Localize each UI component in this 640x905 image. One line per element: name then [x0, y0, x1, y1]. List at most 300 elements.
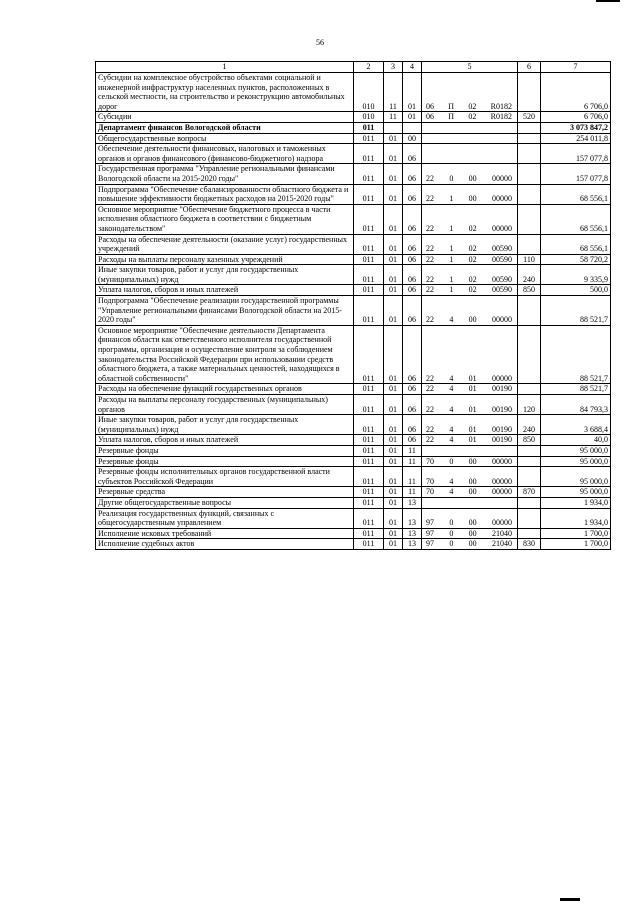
- cell-col-6: 870: [518, 487, 541, 498]
- budget-table: [95, 61, 611, 550]
- target-code-part: 70: [426, 456, 434, 466]
- cell-col-5: [422, 265, 518, 285]
- cell-col-3: 01: [384, 384, 403, 395]
- cell-col-4: 06: [403, 164, 422, 184]
- cell-col-4: 06: [403, 384, 422, 395]
- target-code: [424, 457, 515, 467]
- cell-col-7: 95 000,0: [541, 445, 611, 456]
- header-col-2: 2: [354, 62, 384, 73]
- cell-col-5: [422, 325, 518, 384]
- cell-col-7: 254 011,8: [541, 133, 611, 144]
- cell-name: Расходы на обеспечение функций государственных органов: [96, 384, 354, 395]
- cell-col-6: [518, 73, 541, 112]
- cell-name: Исполнение исковых требований: [96, 528, 354, 539]
- cell-name: Подпрограмма "Обеспечение сбалансированности областного бюджета и повышение эффективности бюджетных расходов на 2015-2020 годы": [96, 184, 354, 204]
- cell-col-3: 01: [384, 164, 403, 184]
- cell-name: Иные закупки товаров, работ и услуг для государственных (муниципальных) нужд: [96, 265, 354, 285]
- cell-col-3: 01: [384, 254, 403, 265]
- target-code-part: 01: [468, 373, 477, 383]
- cell-name: Резервные фонды: [96, 445, 354, 456]
- cell-col-2: 011: [354, 133, 384, 144]
- table-row: [96, 265, 611, 285]
- target-code-part: 70: [426, 476, 434, 486]
- cell-col-5: [422, 445, 518, 456]
- cell-col-3: 01: [384, 325, 403, 384]
- cell-col-2: 010: [354, 112, 384, 123]
- cell-col-2: 011: [354, 164, 384, 184]
- target-code-part: 00190: [491, 435, 512, 445]
- cell-col-7: 58 720,2: [541, 254, 611, 265]
- table-row: [96, 435, 611, 446]
- cell-col-5: [422, 467, 518, 487]
- cell-col-2: 011: [354, 254, 384, 265]
- cell-col-7: 84 793,3: [541, 395, 611, 415]
- target-code: [424, 529, 515, 539]
- cell-col-4: 06: [403, 296, 422, 326]
- cell-name: Другие общегосударственные вопросы: [96, 497, 354, 508]
- cell-col-7: 88 521,7: [541, 325, 611, 384]
- cell-name: Резервные фонды исполнительных органов государственной власти субъектов Российской Федерации: [96, 467, 354, 487]
- cell-col-6: 240: [518, 265, 541, 285]
- target-code-part: 0: [449, 528, 454, 538]
- target-code-part: 00: [468, 173, 477, 183]
- cell-col-5: [422, 415, 518, 435]
- table-row: [96, 112, 611, 123]
- target-code-part: 00000: [491, 476, 512, 486]
- target-code-part: 02: [468, 244, 477, 254]
- cell-col-5: [422, 234, 518, 254]
- header-col-3: 3: [384, 62, 403, 73]
- cell-name: Подпрограмма "Обеспечение реализации государственной программы "Управление региональными финансами Вологодской области на 2015-2020 годы": [96, 296, 354, 326]
- cell-col-6: [518, 384, 541, 395]
- cell-col-3: 01: [384, 234, 403, 254]
- cell-name: Основное мероприятие "Обеспечение бюджетного процесса в части исполнения областного бюджета в соответствии с бюджетным законодательством": [96, 204, 354, 234]
- cell-col-7: 88 521,7: [541, 296, 611, 326]
- target-code-part: 02: [468, 274, 477, 284]
- target-code: [424, 477, 515, 487]
- cell-col-5: [422, 164, 518, 184]
- target-code: [424, 435, 515, 445]
- target-code-part: 01: [468, 435, 477, 445]
- cell-col-3: 01: [384, 204, 403, 234]
- table-row: [96, 204, 611, 234]
- target-code-part: 22: [426, 194, 434, 204]
- target-code-part: 22: [426, 373, 434, 383]
- target-code-part: 06: [426, 112, 434, 122]
- target-code-part: 1: [449, 194, 454, 204]
- target-code-part: 97: [426, 539, 434, 549]
- target-code-part: 22: [426, 315, 434, 325]
- cell-col-3: 01: [384, 435, 403, 446]
- cell-col-3: 01: [384, 265, 403, 285]
- cell-col-6: 830: [518, 539, 541, 550]
- target-code-part: 02: [468, 223, 477, 233]
- target-code-part: 22: [426, 254, 434, 264]
- target-code-part: 1: [449, 254, 454, 264]
- cell-col-6: [518, 204, 541, 234]
- target-code: [424, 487, 515, 497]
- cell-col-6: [518, 497, 541, 508]
- target-code-part: 02: [468, 285, 477, 295]
- table-row: [96, 325, 611, 384]
- target-code-part: 4: [449, 404, 454, 414]
- cell-col-2: 011: [354, 528, 384, 539]
- table-row: [96, 296, 611, 326]
- target-code-part: 22: [426, 223, 434, 233]
- cell-col-5: [422, 435, 518, 446]
- cell-col-4: 06: [403, 325, 422, 384]
- cell-col-7: 95 000,0: [541, 456, 611, 467]
- cell-name: Резервные фонды: [96, 456, 354, 467]
- cell-col-3: 01: [384, 497, 403, 508]
- target-code-part: 00: [468, 487, 477, 497]
- cell-col-2: 011: [354, 144, 384, 164]
- cell-name: Субсидии на комплексное обустройство объектами социальной и инженерной инфраструктур населенных пунктов, расположенных в сельской местности, на строительство и реконструкцию автомобильных дорог: [96, 73, 354, 112]
- cell-col-4: 01: [403, 73, 422, 112]
- target-code-part: 21040: [491, 528, 512, 538]
- cell-col-3: 01: [384, 415, 403, 435]
- cell-col-5: [422, 133, 518, 144]
- header-col-4: 4: [403, 62, 422, 73]
- table-row: [96, 487, 611, 498]
- cell-col-2: 011: [354, 325, 384, 384]
- cell-name: Иные закупки товаров, работ и услуг для государственных (муниципальных) нужд: [96, 415, 354, 435]
- cell-col-4: 06: [403, 285, 422, 296]
- cell-col-7: 1 700,0: [541, 539, 611, 550]
- cell-col-2: 011: [354, 122, 384, 133]
- cell-col-4: 06: [403, 144, 422, 164]
- cell-col-7: 68 556,1: [541, 204, 611, 234]
- target-code-part: 02: [468, 254, 477, 264]
- cell-col-7: 157 077,8: [541, 164, 611, 184]
- page-number: 56: [316, 38, 324, 47]
- header-col-5: 5: [422, 62, 518, 73]
- cell-col-5: [422, 144, 518, 164]
- header-col-6: 6: [518, 62, 541, 73]
- top-right-mark: [596, 0, 620, 2]
- cell-col-2: 011: [354, 184, 384, 204]
- cell-col-6: [518, 122, 541, 133]
- cell-name: Департамент финансов Вологодской области: [96, 122, 354, 133]
- target-code-part: 4: [449, 424, 454, 434]
- cell-name: Расходы на выплаты персоналу государственных (муниципальных) органов: [96, 395, 354, 415]
- target-code-part: 00: [468, 528, 477, 538]
- cell-col-2: 011: [354, 395, 384, 415]
- target-code: [424, 539, 515, 549]
- cell-col-2: 011: [354, 445, 384, 456]
- target-code-part: 00000: [491, 518, 512, 528]
- cell-col-2: 011: [354, 467, 384, 487]
- target-code-part: 00190: [491, 424, 512, 434]
- cell-col-7: 1 934,0: [541, 497, 611, 508]
- target-code-part: 22: [426, 435, 434, 445]
- target-code-part: 00590: [491, 254, 512, 264]
- cell-col-7: 500,0: [541, 285, 611, 296]
- target-code-part: 97: [426, 528, 434, 538]
- target-code-part: 22: [426, 173, 434, 183]
- target-code-part: 00: [468, 539, 477, 549]
- cell-col-5: [422, 528, 518, 539]
- cell-col-6: [518, 133, 541, 144]
- cell-col-6: 850: [518, 285, 541, 296]
- target-code-part: 0: [449, 173, 454, 183]
- table-row: [96, 415, 611, 435]
- cell-col-7: 40,0: [541, 435, 611, 446]
- cell-col-5: [422, 73, 518, 112]
- target-code-part: 00590: [491, 274, 512, 284]
- target-code: [424, 425, 515, 435]
- table-row: [96, 285, 611, 296]
- cell-col-4: 06: [403, 395, 422, 415]
- cell-col-2: 011: [354, 539, 384, 550]
- cell-col-4: 06: [403, 415, 422, 435]
- cell-col-3: 01: [384, 144, 403, 164]
- table-row: [96, 467, 611, 487]
- target-code-part: 21040: [491, 539, 512, 549]
- target-code-part: 01: [468, 424, 477, 434]
- cell-col-3: 01: [384, 445, 403, 456]
- cell-name: Уплата налогов, сборов и иных платежей: [96, 285, 354, 296]
- table-body: [96, 73, 611, 550]
- cell-col-6: [518, 456, 541, 467]
- cell-col-4: 06: [403, 184, 422, 204]
- target-code-part: 00590: [491, 285, 512, 295]
- cell-col-7: 68 556,1: [541, 234, 611, 254]
- cell-col-2: 010: [354, 73, 384, 112]
- target-code-part: 97: [426, 518, 434, 528]
- target-code-part: 00000: [491, 223, 512, 233]
- cell-col-6: [518, 467, 541, 487]
- target-code-part: 00000: [491, 487, 512, 497]
- cell-col-2: 011: [354, 415, 384, 435]
- cell-col-4: 06: [403, 435, 422, 446]
- cell-col-3: 01: [384, 285, 403, 296]
- cell-col-4: 11: [403, 487, 422, 498]
- cell-col-4: 06: [403, 234, 422, 254]
- header-col-1: 1: [96, 62, 354, 73]
- cell-col-7: 3 688,4: [541, 415, 611, 435]
- cell-col-5: [422, 539, 518, 550]
- cell-col-5: [422, 456, 518, 467]
- cell-col-2: 011: [354, 508, 384, 528]
- target-code-part: 1: [449, 244, 454, 254]
- cell-col-2: 011: [354, 296, 384, 326]
- target-code: [424, 102, 515, 112]
- cell-col-7: 95 000,0: [541, 467, 611, 487]
- target-code-part: 4: [449, 487, 454, 497]
- table-row: [96, 122, 611, 133]
- target-code: [424, 224, 515, 234]
- cell-col-5: [422, 296, 518, 326]
- cell-col-5: [422, 384, 518, 395]
- target-code: [424, 315, 515, 325]
- target-code-part: П: [448, 112, 455, 122]
- target-code-part: 22: [426, 244, 434, 254]
- cell-col-7: 95 000,0: [541, 487, 611, 498]
- cell-col-6: 240: [518, 415, 541, 435]
- target-code: [424, 285, 515, 295]
- cell-col-7: 1 934,0: [541, 508, 611, 528]
- target-code-part: 22: [426, 274, 434, 284]
- cell-col-4: 13: [403, 539, 422, 550]
- target-code-part: 00000: [491, 315, 512, 325]
- target-code: [424, 384, 515, 394]
- cell-col-6: [518, 184, 541, 204]
- target-code-part: 4: [449, 435, 454, 445]
- target-code-part: R0182: [490, 112, 512, 122]
- table-row: [96, 144, 611, 164]
- cell-name: Уплата налогов, сборов и иных платежей: [96, 435, 354, 446]
- table-row: [96, 164, 611, 184]
- target-code: [424, 405, 515, 415]
- target-code-part: 4: [449, 373, 454, 383]
- cell-col-7: 9 335,9: [541, 265, 611, 285]
- cell-col-7: 1 700,0: [541, 528, 611, 539]
- target-code: [424, 518, 515, 528]
- cell-col-3: 01: [384, 528, 403, 539]
- table-row: [96, 497, 611, 508]
- target-code-part: 1: [449, 274, 454, 284]
- target-code-part: 4: [449, 315, 454, 325]
- table-row: [96, 456, 611, 467]
- cell-col-5: [422, 497, 518, 508]
- cell-col-2: 011: [354, 265, 384, 285]
- target-code: [424, 275, 515, 285]
- target-code-part: 00000: [491, 194, 512, 204]
- target-code-part: 70: [426, 487, 434, 497]
- target-code-part: 0: [449, 456, 454, 466]
- cell-col-5: [422, 285, 518, 296]
- target-code-part: 4: [449, 384, 454, 394]
- table-row: [96, 184, 611, 204]
- cell-col-3: 11: [384, 73, 403, 112]
- target-code: [424, 374, 515, 384]
- cell-col-5: [422, 112, 518, 123]
- target-code-part: 22: [426, 285, 434, 295]
- cell-col-6: [518, 325, 541, 384]
- cell-col-4: 06: [403, 204, 422, 234]
- cell-col-6: [518, 164, 541, 184]
- target-code-part: 22: [426, 424, 434, 434]
- target-code-part: 01: [468, 404, 477, 414]
- target-code-part: 00000: [491, 373, 512, 383]
- cell-col-3: 01: [384, 133, 403, 144]
- cell-name: Расходы на обеспечение деятельности (оказание услуг) государственных учреждений: [96, 234, 354, 254]
- cell-col-3: 11: [384, 112, 403, 123]
- table-row: [96, 508, 611, 528]
- cell-col-4: 13: [403, 508, 422, 528]
- cell-col-2: 011: [354, 384, 384, 395]
- cell-col-6: [518, 445, 541, 456]
- cell-col-3: 01: [384, 508, 403, 528]
- cell-col-6: [518, 508, 541, 528]
- cell-col-2: 011: [354, 285, 384, 296]
- table-row: [96, 133, 611, 144]
- target-code-part: 00: [468, 476, 477, 486]
- cell-col-7: 6 706,0: [541, 73, 611, 112]
- cell-col-5: [422, 508, 518, 528]
- target-code: [424, 244, 515, 254]
- cell-col-6: [518, 528, 541, 539]
- target-code-part: 00: [468, 315, 477, 325]
- cell-col-2: 011: [354, 435, 384, 446]
- target-code-part: 00: [468, 518, 477, 528]
- cell-col-4: 11: [403, 456, 422, 467]
- cell-col-4: 06: [403, 254, 422, 265]
- cell-col-4: [403, 122, 422, 133]
- cell-col-6: 110: [518, 254, 541, 265]
- cell-col-5: [422, 254, 518, 265]
- target-code-part: 00590: [491, 244, 512, 254]
- cell-col-3: 01: [384, 395, 403, 415]
- cell-col-4: 01: [403, 112, 422, 123]
- table-row: [96, 528, 611, 539]
- cell-col-2: 011: [354, 234, 384, 254]
- target-code-part: R0182: [490, 101, 512, 111]
- cell-col-4: 06: [403, 265, 422, 285]
- cell-col-7: 157 077,8: [541, 144, 611, 164]
- cell-col-5: [422, 122, 518, 133]
- cell-col-7: 6 706,0: [541, 112, 611, 123]
- cell-col-3: [384, 122, 403, 133]
- target-code-part: 00000: [491, 173, 512, 183]
- target-code-part: 1: [449, 285, 454, 295]
- cell-name: Государственная программа "Управление региональными финансами Вологодской области на 2015-2020 годы": [96, 164, 354, 184]
- cell-col-3: 01: [384, 467, 403, 487]
- target-code-part: 22: [426, 384, 434, 394]
- target-code: [424, 112, 515, 122]
- cell-col-4: 00: [403, 133, 422, 144]
- cell-col-2: 011: [354, 204, 384, 234]
- cell-col-4: 13: [403, 528, 422, 539]
- target-code-part: 00000: [491, 456, 512, 466]
- header-col-7: 7: [541, 62, 611, 73]
- target-code-part: 06: [426, 101, 434, 111]
- table-row: [96, 539, 611, 550]
- cell-name: Субсидии: [96, 112, 354, 123]
- cell-col-6: 520: [518, 112, 541, 123]
- cell-col-6: 120: [518, 395, 541, 415]
- cell-col-6: [518, 144, 541, 164]
- cell-name: Обеспечение деятельности финансовых, налоговых и таможенных органов и органов финансового (финансово-бюджетного) надзора: [96, 144, 354, 164]
- cell-col-4: 11: [403, 445, 422, 456]
- cell-name: Реализация государственных функций, связанных с общегосударственным управлением: [96, 508, 354, 528]
- target-code: [424, 194, 515, 204]
- table-row: [96, 384, 611, 395]
- cell-col-7: 68 556,1: [541, 184, 611, 204]
- bottom-right-mark: [560, 898, 580, 901]
- cell-col-6: [518, 234, 541, 254]
- cell-col-2: 011: [354, 487, 384, 498]
- cell-col-6: 850: [518, 435, 541, 446]
- table-row: [96, 234, 611, 254]
- cell-col-4: 11: [403, 467, 422, 487]
- cell-col-3: 01: [384, 539, 403, 550]
- cell-col-4: 13: [403, 497, 422, 508]
- cell-col-5: [422, 204, 518, 234]
- cell-col-7: 3 073 847,2: [541, 122, 611, 133]
- cell-col-5: [422, 184, 518, 204]
- target-code-part: 02: [468, 112, 477, 122]
- target-code: [424, 255, 515, 265]
- target-code: [424, 174, 515, 184]
- target-code-part: 01: [468, 384, 477, 394]
- cell-col-2: 011: [354, 497, 384, 508]
- target-code-part: 4: [449, 476, 454, 486]
- table-row: [96, 395, 611, 415]
- cell-col-3: 01: [384, 456, 403, 467]
- cell-name: Основное мероприятие "Обеспечение деятельности Департамента финансов области как ответственного исполнителя государственной программы, организация и осуществление контроля за соблюдением законодательства Российской Федерации при использовании средств областного бюджета, а также материальных ценностей, находящихся в областной собственности": [96, 325, 354, 384]
